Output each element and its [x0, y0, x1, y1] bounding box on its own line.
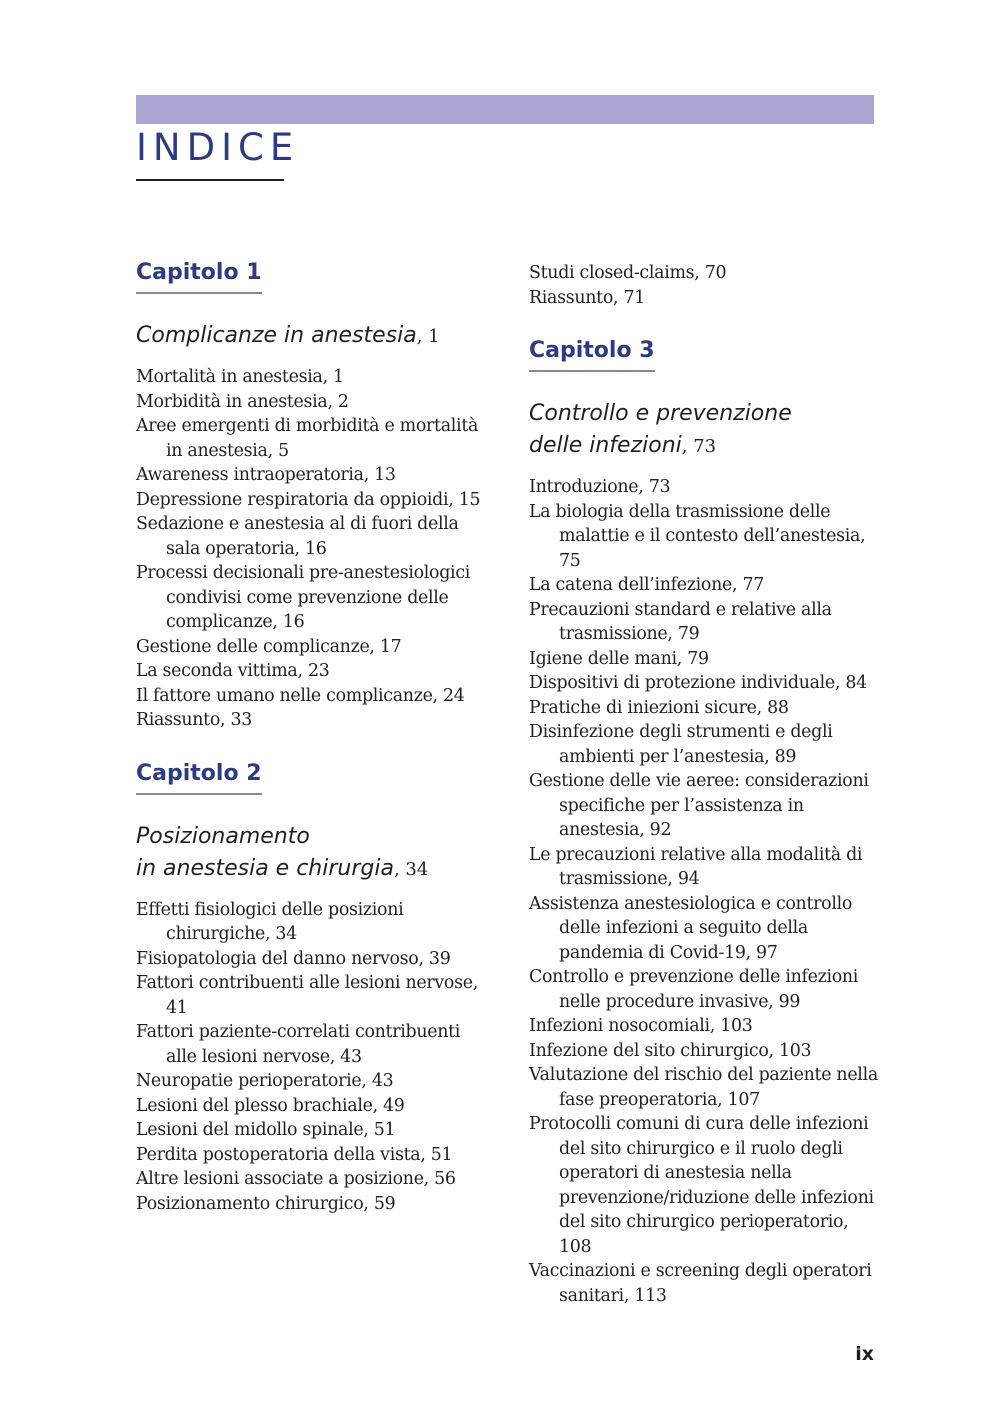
toc-entry[interactable]: Processi decisionali pre-anestesiologici condivisi come prevenzione delle complicanze, 16 [136, 563, 471, 632]
toc-entry[interactable]: Fattori contribuenti alle lesioni nervose, 41 [136, 973, 478, 1018]
toc-entry[interactable]: Lesioni del plesso brachiale, 49 [136, 1095, 405, 1116]
toc-entry[interactable]: Perdita postoperatoria della vista, 51 [136, 1144, 453, 1165]
toc-entry[interactable]: Depressione respiratoria da oppioidi, 15 [136, 489, 481, 510]
toc-entry[interactable]: Assistenza anestesiologica e controllo delle infezioni a seguito della pandemia di Covid-19, 97 [529, 893, 853, 963]
toc-entry[interactable]: Riassunto, 33 [136, 710, 253, 730]
toc-entry[interactable]: Gestione delle complicanze, 17 [136, 636, 402, 657]
toc-entry[interactable]: Introduzione, 73 [529, 477, 671, 497]
toc-entry[interactable]: Aree emergenti di morbidità e mortalità in anestesia, 5 [136, 416, 479, 461]
toc-entry[interactable]: Protocolli comuni di cura delle infezioni del sito chirurgico e il ruolo degli operatori di anestesia nella prevenzione/riduzione delle infezioni del sito chirurgico perioperatorio, 108 [529, 1114, 874, 1257]
toc-entry[interactable]: Le precauzioni relative alla modalità di trasmissione, 94 [529, 844, 863, 889]
toc-entry[interactable]: Dispositivi di protezione individuale, 84 [529, 673, 867, 693]
toc-entry[interactable]: Gestione delle vie aeree: considerazioni specifiche per l’assistenza in anestesia, 92 [529, 771, 869, 840]
chapter-2-heading: Capitolo 2 [136, 759, 262, 795]
chapter-1-title [136, 320, 486, 353]
toc-entry[interactable]: Morbidità in anestesia, 2 [136, 391, 349, 412]
toc-entry[interactable]: La seconda vittima, 23 [136, 661, 330, 681]
toc-entry[interactable]: Controllo e prevenzione delle infezioni nelle procedure invasive, 99 [529, 967, 859, 1012]
toc-entry[interactable]: Fattori paziente-correlati contribuenti alle lesioni nervose, 43 [136, 1022, 461, 1067]
chapter-2-title-page: , 34 [393, 858, 429, 880]
toc-entry[interactable]: Infezioni nosocomiali, 103 [529, 1016, 753, 1036]
chapter-2-title [136, 821, 486, 886]
toc-entry[interactable]: La biologia della trasmissione delle malattie e il contesto dell’anestesia, 75 [529, 501, 866, 571]
toc-entry[interactable]: La catena dell’infezione, 77 [529, 575, 764, 595]
chapter-1 [136, 258, 486, 733]
toc-entry[interactable]: Sedazione e anestesia al di fuori della sala operatoria, 16 [136, 514, 459, 559]
toc-entry[interactable]: Neuropatie perioperatorie, 43 [136, 1071, 394, 1091]
chapter-3-heading: Capitolo 3 [529, 336, 655, 372]
chapter-3-entries [529, 475, 879, 1308]
title-underline [136, 179, 284, 181]
chapter-2 [136, 759, 486, 1217]
chapter-2-entries-continued [529, 261, 879, 310]
toc-entry[interactable]: Igiene delle mani, 79 [529, 648, 709, 669]
chapter-1-entries [136, 365, 486, 733]
toc-entry[interactable]: Effetti fisiologici delle posizioni chirurgiche, 34 [136, 899, 404, 944]
toc-entry[interactable]: Riassunto, 71 [529, 287, 646, 308]
toc-entry[interactable]: Vaccinazioni e screening degli operatori sanitari, 113 [529, 1261, 872, 1306]
toc-entry[interactable]: Il fattore umano nelle complicanze, 24 [136, 685, 465, 706]
chapter-3-title-line1: Controllo e prevenzione [529, 401, 792, 426]
right-column [529, 261, 879, 1308]
toc-entry[interactable]: Valutazione del rischio del paziente nella fase preoperatoria, 107 [529, 1065, 878, 1110]
toc-entry[interactable]: Lesioni del midollo spinale, 51 [136, 1120, 396, 1140]
toc-entry[interactable]: Precauzioni standard e relative alla trasmissione, 79 [529, 599, 832, 644]
page-title: INDICE [136, 126, 300, 169]
chapter-3-title [529, 398, 879, 463]
toc-entry[interactable]: Altre lesioni associate a posizione, 56 [136, 1169, 456, 1189]
toc-entry[interactable]: Studi closed-claims, 70 [529, 263, 727, 283]
left-column [136, 258, 486, 1216]
toc-entry[interactable]: Mortalità in anestesia, 1 [136, 367, 344, 387]
chapter-3-title-line2: delle infezioni [529, 433, 682, 458]
chapter-1-heading: Capitolo 1 [136, 258, 262, 294]
toc-entry[interactable]: Fisiopatologia del danno nervoso, 39 [136, 948, 451, 969]
toc-entry[interactable]: Posizionamento chirurgico, 59 [136, 1193, 396, 1214]
header-color-bar [136, 95, 874, 124]
toc-entry[interactable]: Awareness intraoperatoria, 13 [136, 465, 396, 485]
chapter-2-title-line1: Posizionamento [136, 823, 310, 849]
toc-entry[interactable]: Infezione del sito chirurgico, 103 [529, 1040, 812, 1061]
chapter-1-title-text: Complicanze in anestesia [136, 323, 417, 348]
chapter-2-title-line2: in anestesia e chirurgia [136, 855, 394, 881]
chapter-1-title-page: , 1 [416, 326, 440, 347]
chapter-3 [529, 336, 879, 1308]
page-number: ix [855, 1343, 874, 1365]
toc-entry[interactable]: Pratiche di iniezioni sicure, 88 [529, 697, 789, 718]
chapter-2-entries [136, 898, 486, 1217]
toc-entry[interactable]: Disinfezione degli strumenti e degli ambienti per l’anestesia, 89 [529, 722, 833, 767]
chapter-3-title-page: , 73 [681, 436, 717, 457]
